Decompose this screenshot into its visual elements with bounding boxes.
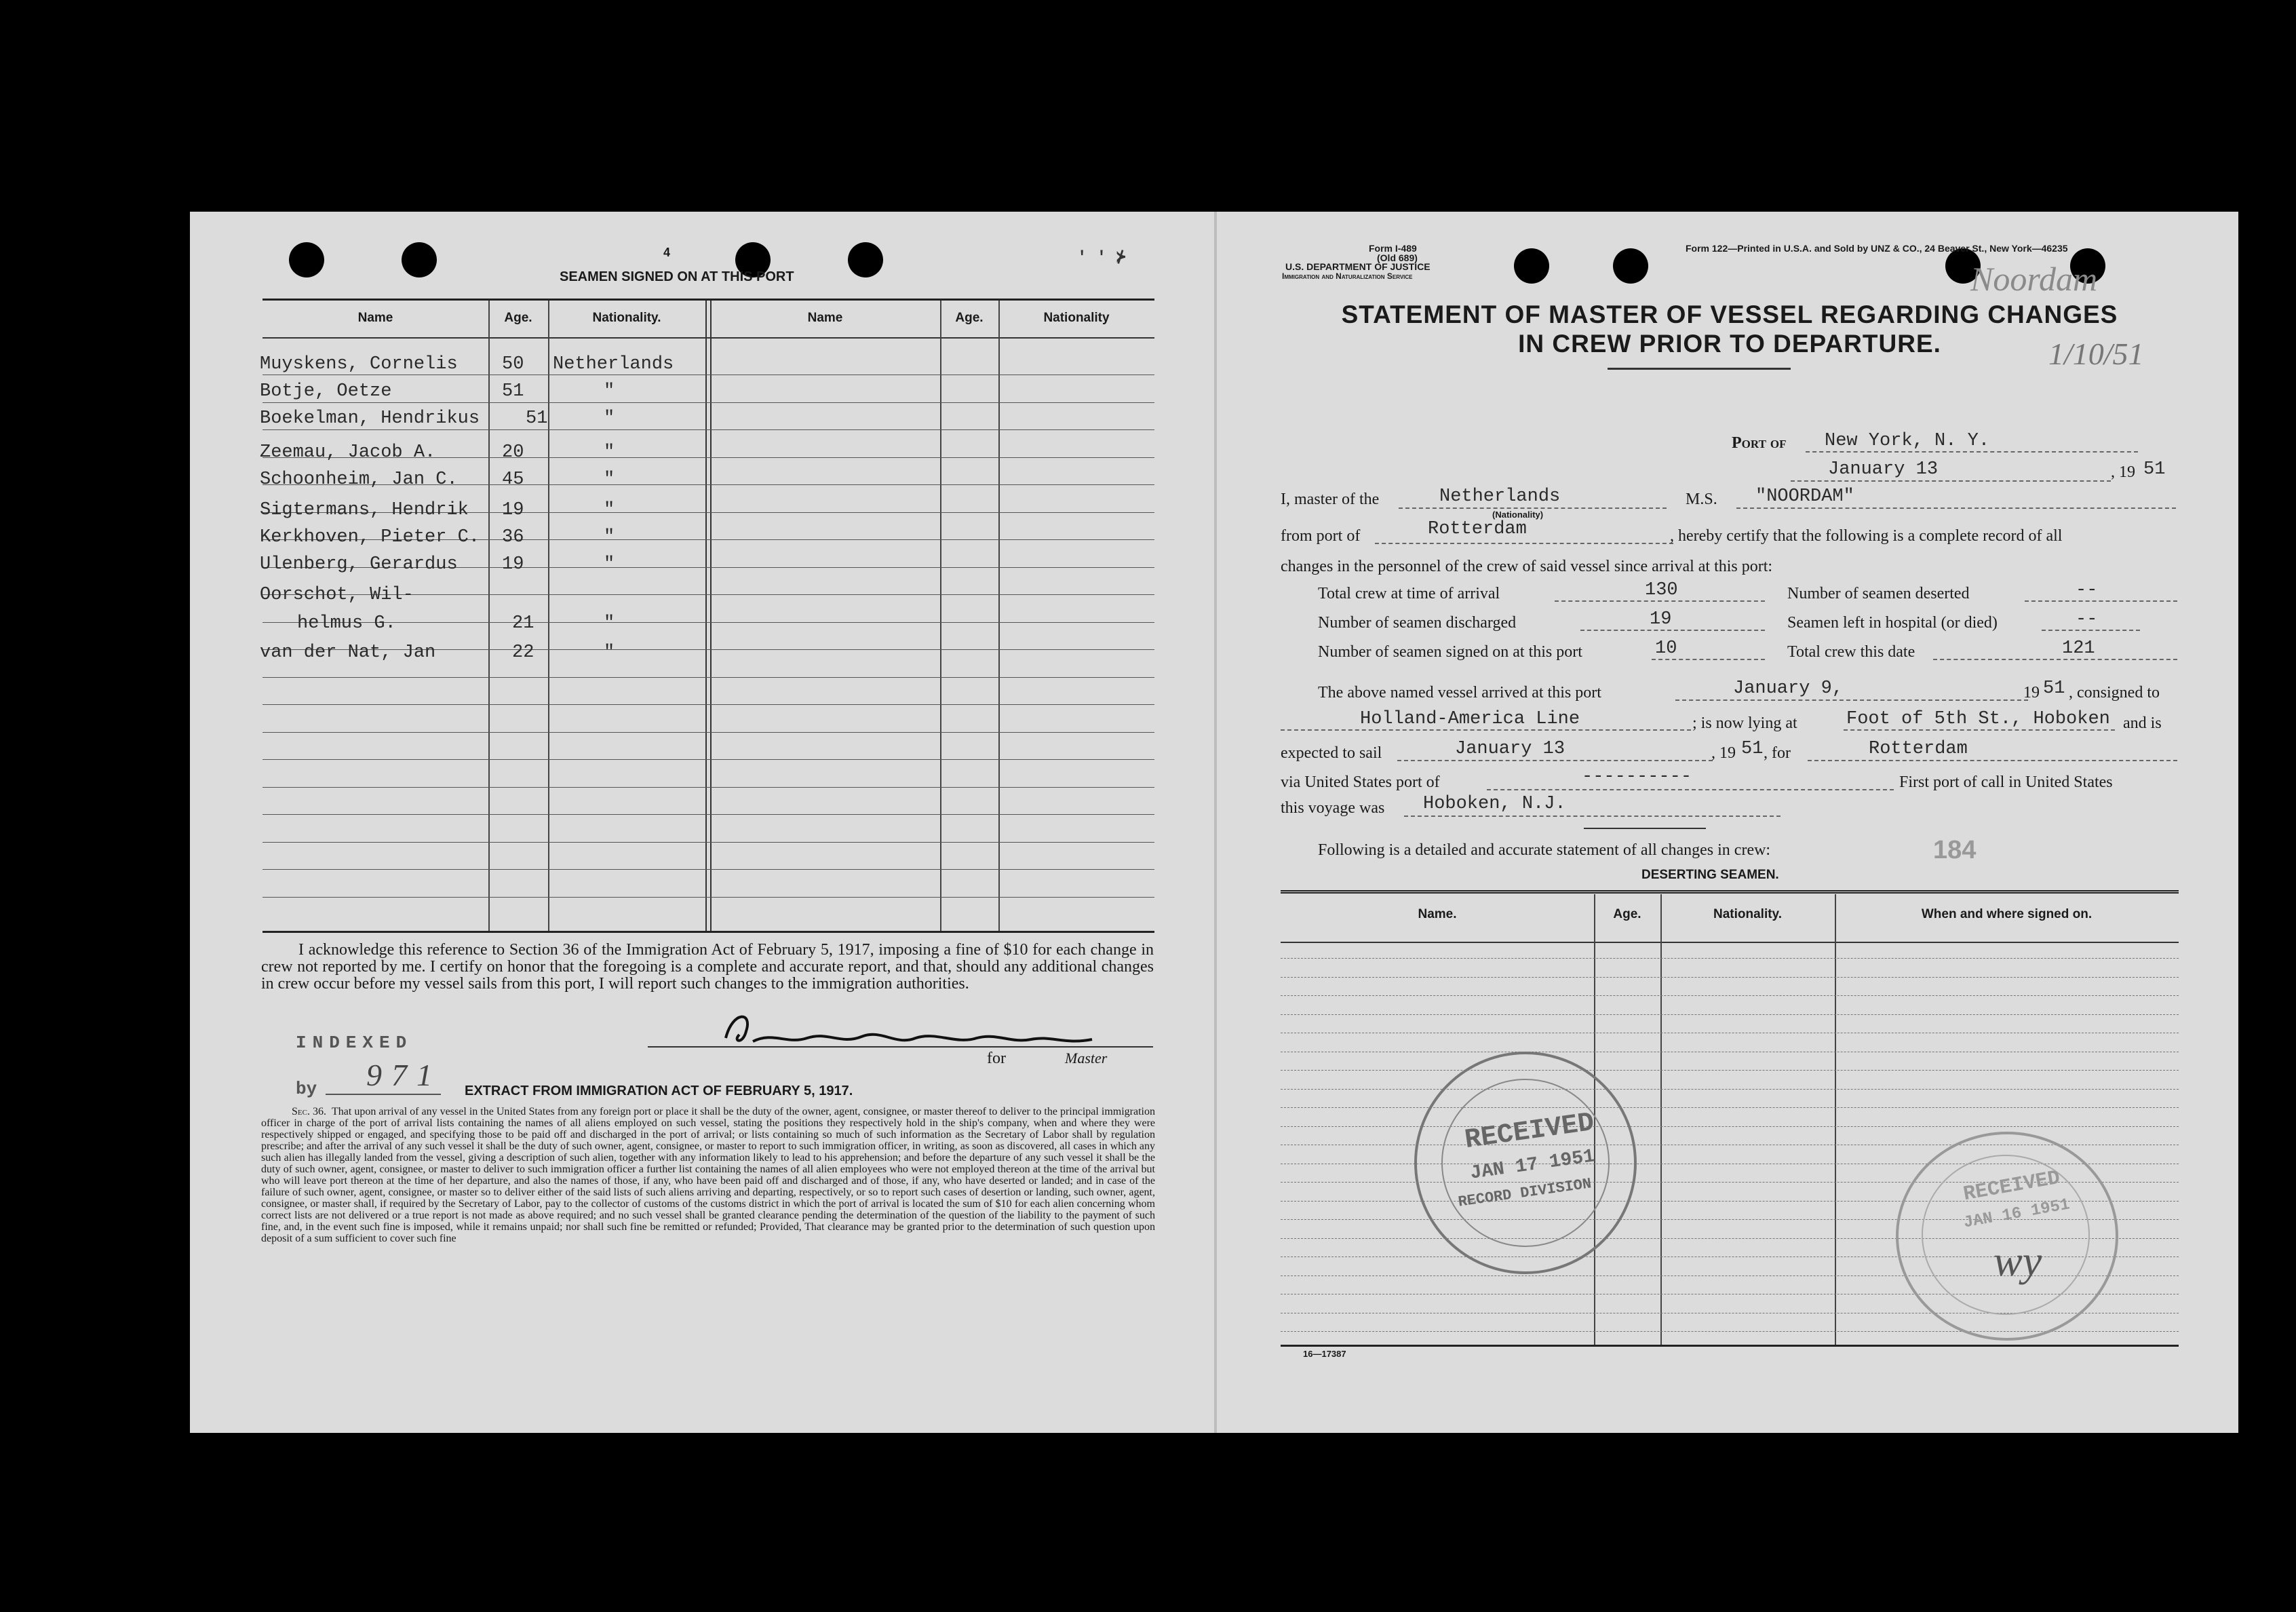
header-age-2: Age. [955, 311, 984, 325]
desert-header-when-where: When and where signed on. [1921, 907, 2093, 921]
seamen-hospital-label: Seamen left in hospital (or died) [1787, 614, 1998, 632]
indexed-stamp: INDEXED [296, 1033, 413, 1053]
extract-title: EXTRACT FROM IMMIGRATION ACT OF FEBRUARY 5, 1917. [465, 1083, 853, 1098]
seaman-name: Muyskens, Cornelis [260, 354, 458, 375]
punch-hole [848, 242, 883, 277]
year-prefix: , 19 [2111, 463, 2135, 481]
punch-hole [1613, 248, 1648, 284]
total-crew-date-label: Total crew this date [1787, 643, 1915, 661]
arrived-value: January 9, [1733, 678, 1844, 699]
seaman-name: Ulenberg, Gerardus [260, 554, 458, 575]
desert-table-bottom [1281, 1345, 2179, 1347]
from-port-label: from port of [1281, 527, 1361, 545]
punch-hole [1514, 248, 1549, 284]
deserting-title: DESERTING SEAMEN. [1641, 868, 1779, 882]
desert-table-header-border [1281, 942, 2179, 943]
seaman-nationality: " [604, 613, 615, 634]
col-divider [998, 301, 1000, 931]
seaman-nationality: " [604, 500, 615, 520]
form-old-number: (Old 689) [1377, 252, 1418, 263]
date-line [1791, 480, 2111, 482]
table-rule [262, 787, 1154, 788]
seaman-nationality: " [604, 442, 615, 463]
seaman-age: 50 [502, 354, 524, 375]
seaman-nationality: " [604, 381, 615, 402]
vessel-name: "NOORDAM" [1755, 486, 1854, 507]
desert-table-rule [1281, 977, 2179, 978]
seamen-signed-value: 10 [1655, 638, 1677, 659]
master-label: Master [1065, 1050, 1108, 1067]
seamen-signed-line [1652, 659, 1765, 660]
seaman-name: helmus G. [297, 613, 396, 634]
desert-table-rule [1281, 995, 2179, 996]
and-is-label: and is [2123, 714, 2162, 732]
desert-table-rule [1281, 958, 2179, 959]
stamp2-received-text: RECEIVED [1962, 1166, 2062, 1207]
first-port-value: Hoboken, N.J. [1423, 794, 1566, 814]
table-rule [262, 677, 1154, 678]
section-36-text [261, 1106, 1155, 1244]
department-name: U.S. DEPARTMENT OF JUSTICE [1285, 261, 1431, 272]
table-rule [262, 814, 1154, 815]
section-title: SEAMEN SIGNED ON AT THIS PORT [560, 269, 794, 284]
page-fold [1214, 212, 1217, 1433]
indexed-by-value: 971 [366, 1058, 442, 1092]
via-label: via United States port of [1281, 773, 1440, 791]
table-rule [262, 842, 1154, 843]
consigned-label: , consigned to [2069, 684, 2160, 702]
destination-line [1808, 760, 2177, 761]
vessel-line [1736, 507, 2176, 509]
seaman-nationality: " [604, 408, 615, 429]
seamen-discharged-value: 19 [1650, 609, 1672, 630]
received-stamp-2 [1896, 1132, 2118, 1341]
header-name-2: Name [807, 311, 843, 325]
indexed-by-label: by [296, 1079, 317, 1099]
desert-table-rule [1281, 1070, 2179, 1071]
desert-table-rule [1281, 1107, 2179, 1108]
lying-value: Foot of 5th St., Hoboken [1846, 709, 2110, 729]
seaman-name: Sigtermans, Hendrik [260, 500, 469, 520]
expected-value: January 13 [1455, 739, 1565, 759]
table-rule [262, 402, 1154, 403]
stamp-received-text: RECEIVED [1462, 1107, 1597, 1157]
desert-table-rule [1281, 1126, 2179, 1127]
col-divider [548, 301, 549, 931]
seamen-signed-label: Number of seamen signed on at this port [1318, 643, 1582, 661]
via-value: ---------- [1582, 767, 1692, 787]
seaman-name: Botje, Oetze [260, 381, 392, 402]
seamen-discharged-line [1580, 630, 1765, 631]
handwritten-date: 1/10/51 [2048, 337, 2144, 371]
seamen-hospital-value: -- [2076, 609, 2098, 630]
table-bottom-border [262, 931, 1154, 933]
seaman-age: 21 [512, 613, 534, 634]
col-divider [488, 301, 490, 931]
master-of-label: I, master of the [1281, 491, 1380, 508]
seamen-discharged-label: Number of seamen discharged [1318, 614, 1517, 632]
year-value: 51 [2143, 459, 2166, 480]
seaman-age: 19 [502, 554, 524, 575]
seaman-name: Schoonheim, Jan C. [260, 469, 458, 490]
expected-year-value: 51 [1741, 739, 1764, 759]
seaman-nationality: " [604, 642, 615, 663]
col-divider-double [705, 301, 712, 931]
desert-header-name: Name. [1418, 907, 1457, 921]
seamen-hospital-line [2042, 630, 2140, 631]
table-rule [262, 897, 1154, 898]
col-divider [940, 301, 941, 931]
corner-mark: ' ' ⊁ [1077, 249, 1127, 267]
signature-line [648, 1046, 1153, 1048]
consignee-line [1281, 729, 1691, 731]
total-crew-arrival-line [1555, 600, 1765, 602]
seaman-age: 19 [502, 500, 524, 520]
expected-line [1397, 760, 1713, 761]
total-crew-date-line [1933, 659, 2177, 660]
consignee-value: Holland-America Line [1360, 709, 1580, 729]
section-36-label: Sec. 36. [292, 1106, 326, 1117]
arrived-line [1675, 699, 2028, 701]
seaman-nationality: " [604, 554, 615, 575]
stamp2-initials: wy [1993, 1237, 2042, 1285]
port-of-line [1806, 451, 2138, 453]
received-stamp-record-division [1414, 1052, 1637, 1274]
for-destination-label: , for [1764, 744, 1791, 762]
service-name: Immigration and Naturalization Service [1282, 271, 1413, 281]
seaman-nationality: " [604, 527, 615, 548]
nationality-line [1399, 507, 1667, 509]
seaman-age: 22 [512, 642, 534, 663]
seaman-name: Boekelman, Hendrikus [260, 408, 480, 429]
seaman-age: 36 [502, 527, 524, 548]
nationality-caption: (Nationality) [1492, 510, 1544, 520]
statement-title-line-1: STATEMENT OF MASTER OF VESSEL REGARDING CHANGES [1341, 301, 2118, 328]
seaman-age: 51 [526, 408, 548, 429]
divider-short [1584, 828, 1706, 829]
first-port-label: First port of call in United States [1899, 773, 2113, 791]
port-of-label: Port of [1732, 434, 1787, 452]
total-crew-arrival-label: Total crew at time of arrival [1318, 585, 1500, 602]
via-line [1487, 789, 1894, 790]
table-rule [262, 622, 1154, 623]
seamen-deserted-value: -- [2076, 580, 2098, 600]
date-value: January 13 [1828, 459, 1939, 480]
seaman-name: Oorschot, Wil- [260, 585, 414, 605]
seaman-age: 20 [502, 442, 524, 463]
lying-line [1844, 729, 2115, 731]
seamen-deserted-line [2025, 600, 2177, 602]
seaman-name: Zeemau, Jacob A. [260, 442, 436, 463]
handwritten-vessel-name: Noordam [1970, 260, 2098, 298]
desert-header-nationality: Nationality. [1713, 907, 1782, 921]
arrived-year-prefix: 19 [2023, 684, 2040, 702]
vessel-prefix: M.S. [1686, 491, 1717, 508]
arrived-label: The above named vessel arrived at this port [1318, 684, 1601, 702]
stamp-date-text: JAN 17 1951 [1468, 1146, 1597, 1185]
seaman-nationality: Netherlands [553, 354, 674, 375]
this-voyage-label: this voyage was [1281, 799, 1385, 817]
table-rule [262, 869, 1154, 870]
seaman-age: 51 [502, 381, 524, 402]
from-port-value: Rotterdam [1428, 519, 1527, 539]
indexed-line [326, 1094, 441, 1095]
header-nationality-2: Nationality [1043, 311, 1110, 325]
table-rule [262, 704, 1154, 705]
punch-hole [402, 242, 437, 277]
expected-label: expected to sail [1281, 744, 1382, 762]
acknowledgement-text: I acknowledge this reference to Section 36 of the Immigration Act of February 5, 1917, imposing a fine of $10 for each change in crew not reported by me. I certify on honor that the foregoing is a complete and accurate report, and that, should any additional changes in crew occur before my vessel sails from this port, I will report such changes to the immigration authorities. [261, 941, 1154, 993]
footer-code: 16—17387 [1303, 1349, 1346, 1359]
nationality-value: Netherlands [1439, 486, 1561, 507]
desert-col-divider [1835, 894, 1836, 1345]
desert-table-rule [1281, 1089, 2179, 1090]
statement-title-line-2: IN CREW PRIOR TO DEPARTURE. [1518, 330, 1941, 358]
lying-label: ; is now lying at [1692, 714, 1797, 732]
expected-year-prefix: , 19 [1711, 744, 1736, 762]
stamp-division-text: RECORD DIVISION [1457, 1175, 1593, 1211]
title-underline [1608, 368, 1791, 370]
count-mark: 184 [1933, 836, 1977, 864]
page-number: 4 [663, 246, 671, 259]
port-of-value: New York, N. Y. [1825, 431, 1990, 451]
desert-table-top [1281, 890, 2179, 896]
total-crew-date-value: 121 [2062, 638, 2095, 659]
from-port-line [1375, 543, 1673, 544]
seaman-age: 45 [502, 469, 524, 490]
header-name: Name [357, 311, 393, 325]
punch-hole [289, 242, 324, 277]
table-rule [262, 732, 1154, 733]
for-label: for [987, 1050, 1006, 1067]
form-number: Form I-489 [1369, 243, 1417, 254]
desert-col-divider [1660, 894, 1662, 1345]
section-36-body: That upon arrival of any vessel in the United States from any foreign port or place it shall be the duty of the owner, agent, consignee, or master thereof to deliver to the principal immigration officer in charge of the port of arrival lists containing the names of all aliens employed on such vessel, stating the positions they respectively hold in the ship's company, when and where they were respectively shipped or engaged, and specifying those to be paid off and discharged in the port of arrival; or lists containing so much of such information as the Secretary of Labor shall by regulation prescribe; and after the arrival of any such vessel it shall be the duty of such owner, agent, consignee, or master to report to such immigration officer, in writing, as soon as discovered, all cases in which any such alien has illegally landed from the vessel, giving a description of such alien, together with any information likely to lead to his apprehension; and before the departure of any such vessel it shall be the duty of such owner, agent, consignee, or master to deliver to such immigration officer a further list containing the names of all alien employees who were not employed thereon at the time of the arrival but who will leave port thereon at the time of her departure, and also the names of those, if any, who have been paid off and discharged and of those, if any, who have deserted or landed; and in case of the failure of such owner, agent, consignee, or master so to deliver either of the said lists of such aliens arriving and departing, respectively, or so to report such cases of desertion or landing, such owner, agent, consignee, or master shall, if required by the Secretary of Labor, pay to the collector of customs of the customs district in which the port of arrival is located the sum of $10 for each alien concerning whom correct lists are not delivered or a true report is not made as above required; and no such vessel shall be granted clearance pending the determination of the question of the liability to the payment of such fine, and, in the event such fine is imposed, while it remains unpaid; nor shall such fine be remitted or refunded; Provided, That clearance may be granted prior to the determination of such question upon deposit of a sum sufficient to cover such fine [261, 1106, 1155, 1244]
seaman-name: Kerkhoven, Pieter C. [260, 527, 480, 548]
changes-text: changes in the personnel of the crew of said vessel since arrival at this port: [1281, 558, 1773, 575]
seamen-deserted-label: Number of seamen deserted [1787, 585, 1970, 602]
header-nationality: Nationality. [592, 311, 661, 325]
seaman-nationality: " [604, 469, 615, 490]
stamp2-date-text: JAN 16 1951 [1962, 1195, 2071, 1233]
destination-value: Rotterdam [1869, 739, 1968, 759]
desert-header-age: Age. [1613, 907, 1641, 921]
table-rule [262, 429, 1154, 430]
certify-text: , hereby certify that the following is a complete record of all [1670, 527, 2063, 545]
following-label: Following is a detailed and accurate statement of all changes in crew: [1318, 841, 1771, 859]
desert-table-rule [1281, 1014, 2179, 1015]
printer-note: Form 122—Printed in U.S.A. and Sold by UNZ & CO., 24 Beaver St., New York—46235 [1686, 243, 2068, 254]
seaman-name: van der Nat, Jan [260, 642, 436, 663]
total-crew-arrival-value: 130 [1645, 580, 1678, 600]
first-port-line [1404, 815, 1781, 817]
arrived-year-value: 51 [2043, 678, 2065, 699]
table-rule [262, 759, 1154, 760]
signature [712, 1004, 1119, 1058]
header-age: Age. [504, 311, 532, 325]
